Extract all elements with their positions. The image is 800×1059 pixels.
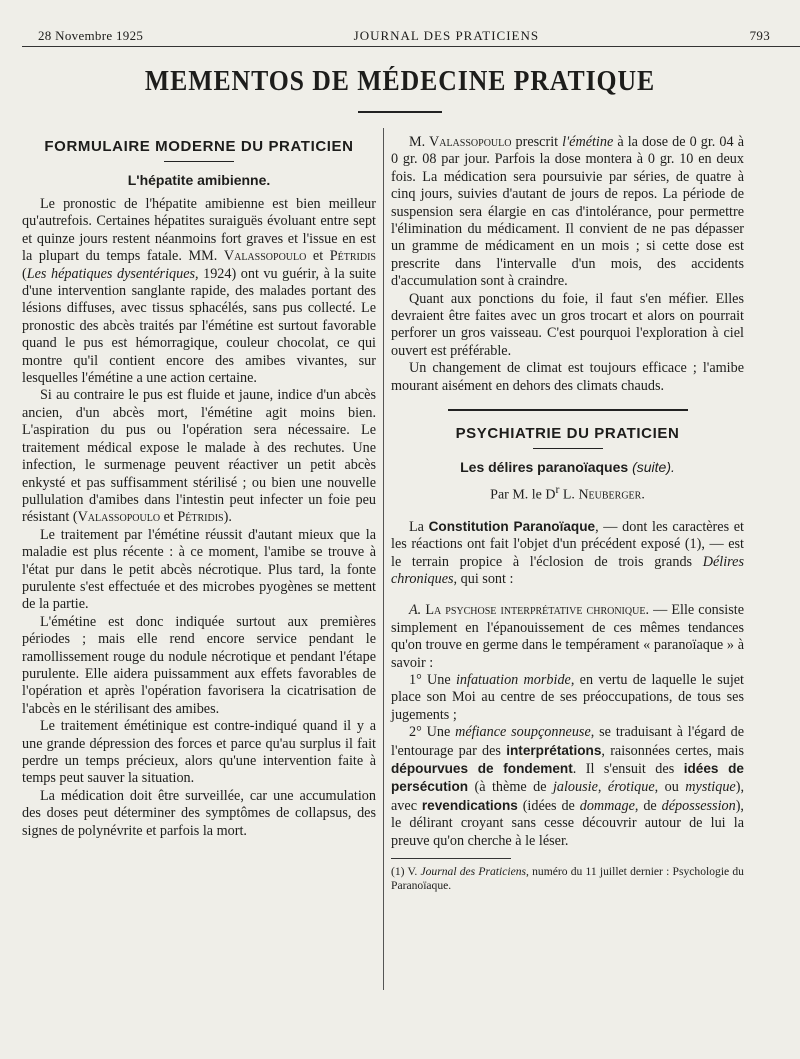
- journal-name: JOURNAL DES PRATICIENS: [353, 28, 540, 43]
- column-divider: [383, 128, 384, 990]
- page-title: MEMENTOS DE MÉDECINE PRATIQUE: [144, 66, 656, 97]
- paragraph: La Constitution Paranoïaque, — dont les caractères et les réactions ont fait l'objet d'un précédent exposé (1), — est le terrain propice à l'éclosion de trois grands Délires chroniques, qui sont :: [391, 518, 744, 587]
- article-title-delires: Les délires paranoïaques (suite).: [460, 459, 675, 476]
- paragraph: 2° Une méfiance soupçonneuse, se traduisant à l'égard de l'entourage par des interprétations, raisonnées certes, mais dépourvues de fondement. Il s'ensuit des idées de persécution (à thème de jalousie, érotique, ou mystique), avec revendications (idées de dommage, de dépossession), le délirant croyant sans cesse découvrir autour de lui la preuve qu'on cherche à le léser.: [391, 724, 745, 849]
- left-column: [22, 138, 376, 840]
- footnote: (1) V. Journal des Praticiens, numéro du 11 juillet dernier : Psychologie du Paranoïaque.: [391, 865, 744, 893]
- footnote-rule: [391, 858, 511, 859]
- title-rule: [358, 111, 442, 113]
- issue-date: 28 Novembre 1925: [38, 28, 144, 43]
- paragraph: Le pronostic de l'hépatite amibienne est bien meilleur qu'autrefois. Certaines hépatites suraiguës évoluant entre sept et quinze jours restent néanmoins fort graves et l'issue en est la plupart du temps fatale. MM. Valassopoulo et Pétridis (Les hépatiques dysentériques, 1924) ont vu guérir, à la suite d'une intervention sanglante rapide, des malades portant des lésions diffuses, avec tissus sphacélés, sans pus collecté. Le pronostic des abcès traités par l'émétine est surtout favorable quand le pus est hémorragique, couleur chocolat, ce qui montre qu'il contient encore des amibes vivantes, sur lesquelles l'émétine a une action certaine.: [22, 196, 376, 387]
- byline: Par M. le $D^r$ L. Neuberger.: [490, 483, 645, 503]
- section-separator: [448, 409, 688, 411]
- section-rule: [164, 161, 234, 162]
- paragraph: Quant aux ponctions du foie, il faut s'en méfier. Elles devraient être faites avec un gros trocart et alors on pourrait perforer un gros vaisseau. C'est pourquoi l'exploration à ciel ouvert est préférable.: [391, 290, 744, 359]
- paragraph: L'émétine est donc indiquée surtout aux premières périodes ; mais elle rend encore service pendant le ramollissement rouge du nodule nécrotique et pendant l'étape purulente. Elle aidera puissamment aux effets favorables de l'opération et après l'opération favorisera la cicatrisation de l'abcès en le stérilisant des amibes.: [22, 613, 376, 717]
- paragraph: La médication doit être surveillée, car une accumulation des doses peut déterminer des symptômes de collapsus, des signes de polynévrite et parfois la mort.: [22, 787, 376, 839]
- paragraph: 1° Une infatuation morbide, en vertu de laquelle le sujet place son Moi au centre de ses préoccupations, de tous ses jugements ;: [391, 672, 745, 723]
- paragraph: Le traitement par l'émétine réussit d'autant mieux que la maladie est plus récente : à ce moment, l'amibe se trouve à l'état pur dans le petit abcès nécrotique. Plus tard, la fonte purulente s'est effectuée et des microbes pyogènes se mettent de la partie.: [22, 526, 376, 613]
- page-number: 793: [749, 28, 770, 43]
- section-heading-psychiatrie: PSYCHIATRIE DU PRATICIEN: [455, 425, 680, 443]
- paragraph: A. La psychose interprétative chronique. — Elle consiste simplement en l'épanouissement de ces mêmes tendances qu'on trouve en germe dans le tempérament « paranoïaque » à savoir :: [391, 602, 745, 671]
- paragraph: M. Valassopoulo prescrit l'émétine à la dose de 0 gr. 04 à 0 gr. 08 par jour. Parfois la dose montera à 0 gr. 10 en deux fois. La médication sera poursuivie par séries, de quatre à cinq jours, suivies d'autant de jours de repos. La période de suspension sera élargie en cas d'intolérance, pour permettre l'élimination du médicament. Il convient de ne pas dépasser un gramme de médicament en un mois ; si cette dose est prescrite dans l'intervalle d'un mois, des accidents d'accumulation sont à craindre.: [391, 134, 744, 290]
- section-rule: [533, 448, 603, 449]
- paragraph: Le traitement émétinique est contre-indiqué quand il y a une grande dépression des forces et parce qu'au surplus il fait perdre un temps précieux, alors qu'une intervention faite à temps peut sauver la situation.: [22, 718, 376, 787]
- article-title-hepatite: L'hépatite amibienne.: [127, 172, 271, 188]
- paragraph: Si au contraire le pus est fluide et jaune, indice d'un abcès ancien, d'un abcès mort, l'émétine agit moins bien. L'aspiration du pus ou l'opération sera nécessaire. Le traitement médical expose le malade à des rechutes. Une infection, le surmenage peuvent réactiver un petit abcès enkysté et pas suffisamment stérilisé ; ou bien une nouvelle pullulation d'amibes dans l'intestin peut infecter un foie peu résistant (Valassopoulo et Pétridis).: [22, 387, 376, 526]
- header-rule: [22, 46, 800, 47]
- right-column: [391, 134, 744, 893]
- section-heading-formulaire: FORMULAIRE MODERNE DU PRATICIEN: [44, 138, 354, 155]
- running-head: [38, 28, 770, 44]
- paragraph: Un changement de climat est toujours efficace ; l'amibe mourant aisément en dehors des climats chauds.: [391, 360, 744, 394]
